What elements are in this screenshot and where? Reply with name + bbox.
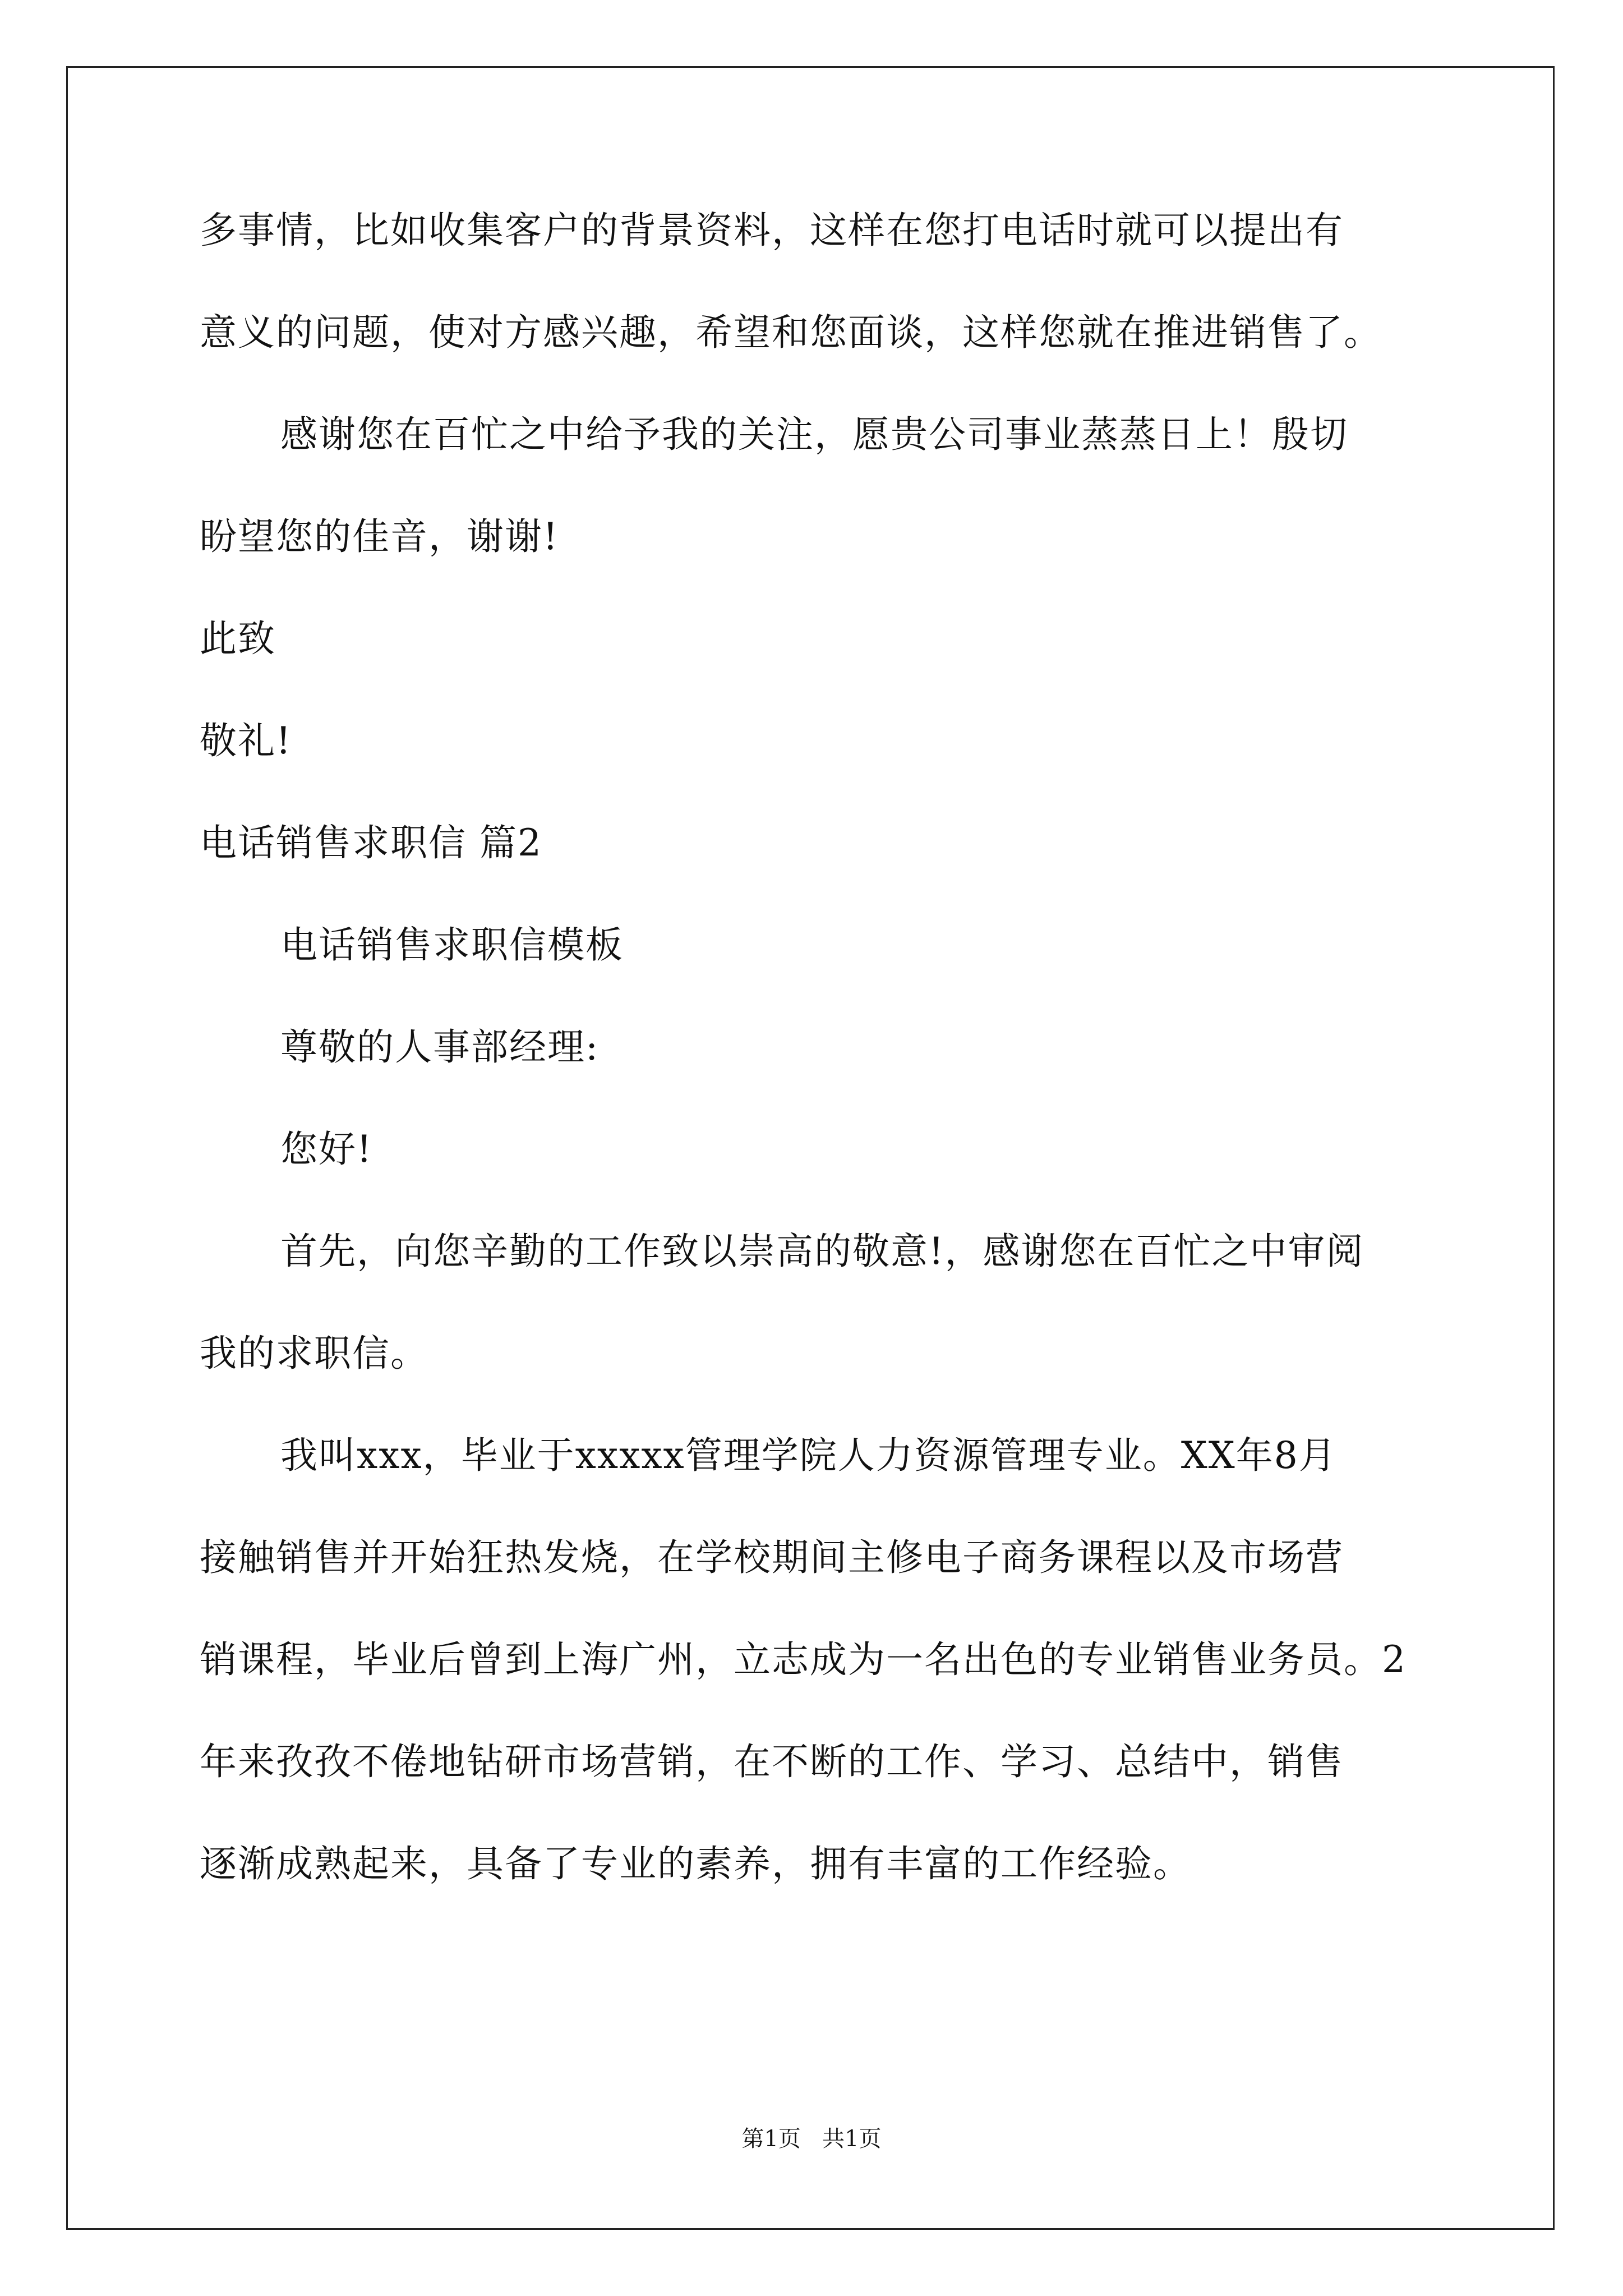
text-line: 我的求职信。 [200,1332,428,1375]
text-line: 意义的问题，使对方感兴趣，希望和您面谈，这样您就在推进销售了。 [200,311,1382,354]
text-line: 盼望您的佳音，谢谢! [200,515,559,558]
paragraph-line: 我叫xxx，毕业于xxxxx管理学院人力资源管理专业。XX年8月 [280,1434,1337,1477]
text-line: 逐渐成熟起来，具备了专业的素养，拥有丰富的工作经验。 [200,1842,1191,1885]
text-line: 接触销售并开始狂热发烧，在学校期间主修电子商务课程以及市场营 [200,1536,1344,1579]
paragraph-line: 感谢您在百忙之中给予我的关注，愿贵公司事业蒸蒸日上！殷切 [280,413,1348,456]
text-line: 多事情，比如收集客户的背景资料，这样在您打电话时就可以提出有 [200,209,1344,252]
closing-salutation: 此致 [200,617,276,660]
section-heading: 电话销售求职信 篇2 [200,821,542,864]
page-footer: 第1页 共1页 [741,2126,882,2152]
text-line: 销课程，毕业后曾到上海广州，立志成为一名出色的专业销售业务员。2 [200,1638,1407,1681]
greeting: 您好! [280,1128,373,1171]
closing-regards: 敬礼! [200,719,292,762]
letter-title: 电话销售求职信模板 [280,923,624,967]
text-line: 年来孜孜不倦地钻研市场营销，在不断的工作、学习、总结中，销售 [200,1740,1344,1783]
paragraph-line: 首先，向您辛勤的工作致以崇高的敬意!，感谢您在百忙之中审阅 [280,1230,1364,1273]
letter-salutation: 尊敬的人事部经理: [280,1025,600,1069]
